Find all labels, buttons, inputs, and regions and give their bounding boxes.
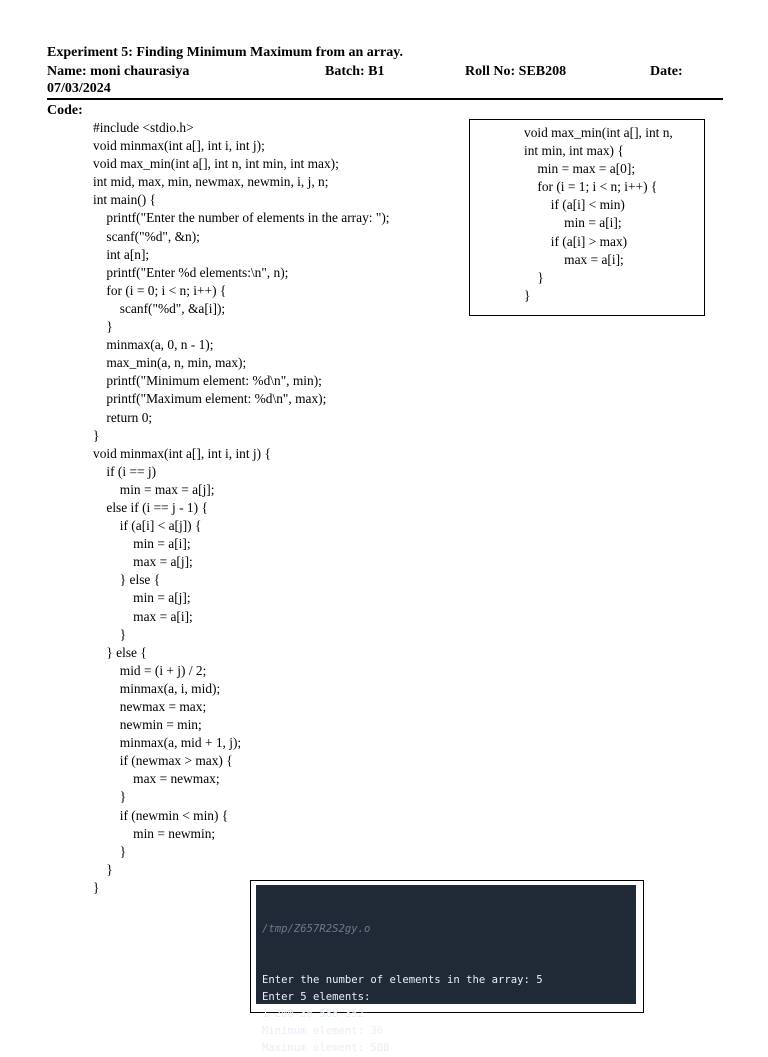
max-min-function-box <box>469 119 705 316</box>
code-line: } else { <box>93 572 161 588</box>
code-line: if (newmin < min) { <box>93 807 229 823</box>
terminal-line: Maximum element: 588 <box>262 1042 390 1054</box>
code-line: if (newmax > max) { <box>93 753 233 769</box>
code-line: } <box>93 861 113 877</box>
max-min-code-block <box>524 124 673 305</box>
code-label: Code: <box>47 103 83 118</box>
roll-number: Roll No: SEB208 <box>465 64 567 79</box>
terminal-output <box>256 885 636 1054</box>
code-line: if (a[i] > max) <box>524 233 628 249</box>
code-line: } <box>93 319 113 335</box>
code-line: } <box>93 789 127 805</box>
code-line: return 0; <box>93 409 153 425</box>
code-line: } <box>524 287 531 303</box>
code-line: } else { <box>93 644 147 660</box>
code-line: max = a[j]; <box>93 554 193 570</box>
terminal-line: Enter the number of elements in the array: 5 <box>262 974 543 986</box>
code-line: int main() { <box>93 192 156 208</box>
code-line: else if (i == j - 1) { <box>93 499 208 515</box>
code-line: min = a[j]; <box>93 590 191 606</box>
code-line: printf("Enter the number of elements in the array: "); <box>93 210 390 226</box>
code-line: if (i == j) <box>93 463 157 479</box>
code-line: void minmax(int a[], int i, int j) { <box>93 445 271 461</box>
code-line: mid = (i + j) / 2; <box>93 662 207 678</box>
code-line: } <box>93 879 100 895</box>
code-line: max = a[i]; <box>524 251 624 267</box>
code-line: printf("Minimum element: %d\n", min); <box>93 373 322 389</box>
experiment-title: Experiment 5: Finding Minimum Maximum from an array. <box>47 45 403 60</box>
code-line: printf("Enter %d elements:\n", n); <box>93 264 289 280</box>
code-line: printf("Maximum element: %d\n", max); <box>93 391 327 407</box>
code-line: #include <stdio.h> <box>93 120 194 135</box>
code-line: } <box>524 269 544 285</box>
code-line: for (i = 1; i < n; i++) { <box>524 179 658 195</box>
code-line: void max_min(int a[], int n, int min, int max); <box>93 156 339 172</box>
code-line: newmin = min; <box>93 717 202 733</box>
code-line: } <box>93 626 127 642</box>
code-line: minmax(a, 0, n - 1); <box>93 337 214 353</box>
student-name: Name: moni chaurasiya <box>47 64 190 79</box>
code-line: minmax(a, mid + 1, j); <box>93 735 242 751</box>
code-line: minmax(a, i, mid); <box>93 680 221 696</box>
code-line: void max_min(int a[], int n, <box>524 125 673 140</box>
code-line: max_min(a, n, min, max); <box>93 355 247 371</box>
code-line: void minmax(int a[], int i, int j); <box>93 138 265 154</box>
output-screenshot <box>250 880 644 1054</box>
code-line: min = newmin; <box>93 825 216 841</box>
code-line: int min, int max) { <box>524 143 624 159</box>
header-divider <box>47 98 723 100</box>
code-line: max = newmax; <box>93 771 220 787</box>
code-line: min = max = a[j]; <box>93 481 215 497</box>
code-line: if (a[i] < min) <box>524 197 625 213</box>
code-line: } <box>93 843 127 859</box>
date-label: Date: <box>650 64 683 79</box>
code-line: max = a[i]; <box>93 608 193 624</box>
terminal-line: Enter 5 elements: <box>262 991 371 1003</box>
terminal-lines <box>262 887 543 1057</box>
terminal-path: /tmp/Z657R2S2gy.o <box>262 923 371 935</box>
code-line: for (i = 0; i < n; i++) { <box>93 282 227 298</box>
code-line: } <box>93 427 100 443</box>
code-line: min = a[i]; <box>93 536 191 552</box>
code-line: min = a[i]; <box>524 215 622 231</box>
batch-label: Batch: B1 <box>325 64 385 79</box>
main-code-block <box>93 119 390 897</box>
date-value: 07/03/2024 <box>47 81 111 96</box>
code-line: scanf("%d", &a[i]); <box>93 300 226 316</box>
code-line: if (a[i] < a[j]) { <box>93 518 202 534</box>
code-line: newmax = max; <box>93 699 207 714</box>
code-line: scanf("%d", &n); <box>93 228 200 244</box>
code-line: int a[n]; <box>93 246 150 262</box>
code-line: int mid, max, min, newmax, newmin, i, j, n; <box>93 174 329 190</box>
terminal-line: Minimum element: 36 <box>262 1025 384 1037</box>
code-line: min = max = a[0]; <box>524 161 636 177</box>
terminal-line: 1 200 36 588 352 <box>262 1008 365 1020</box>
